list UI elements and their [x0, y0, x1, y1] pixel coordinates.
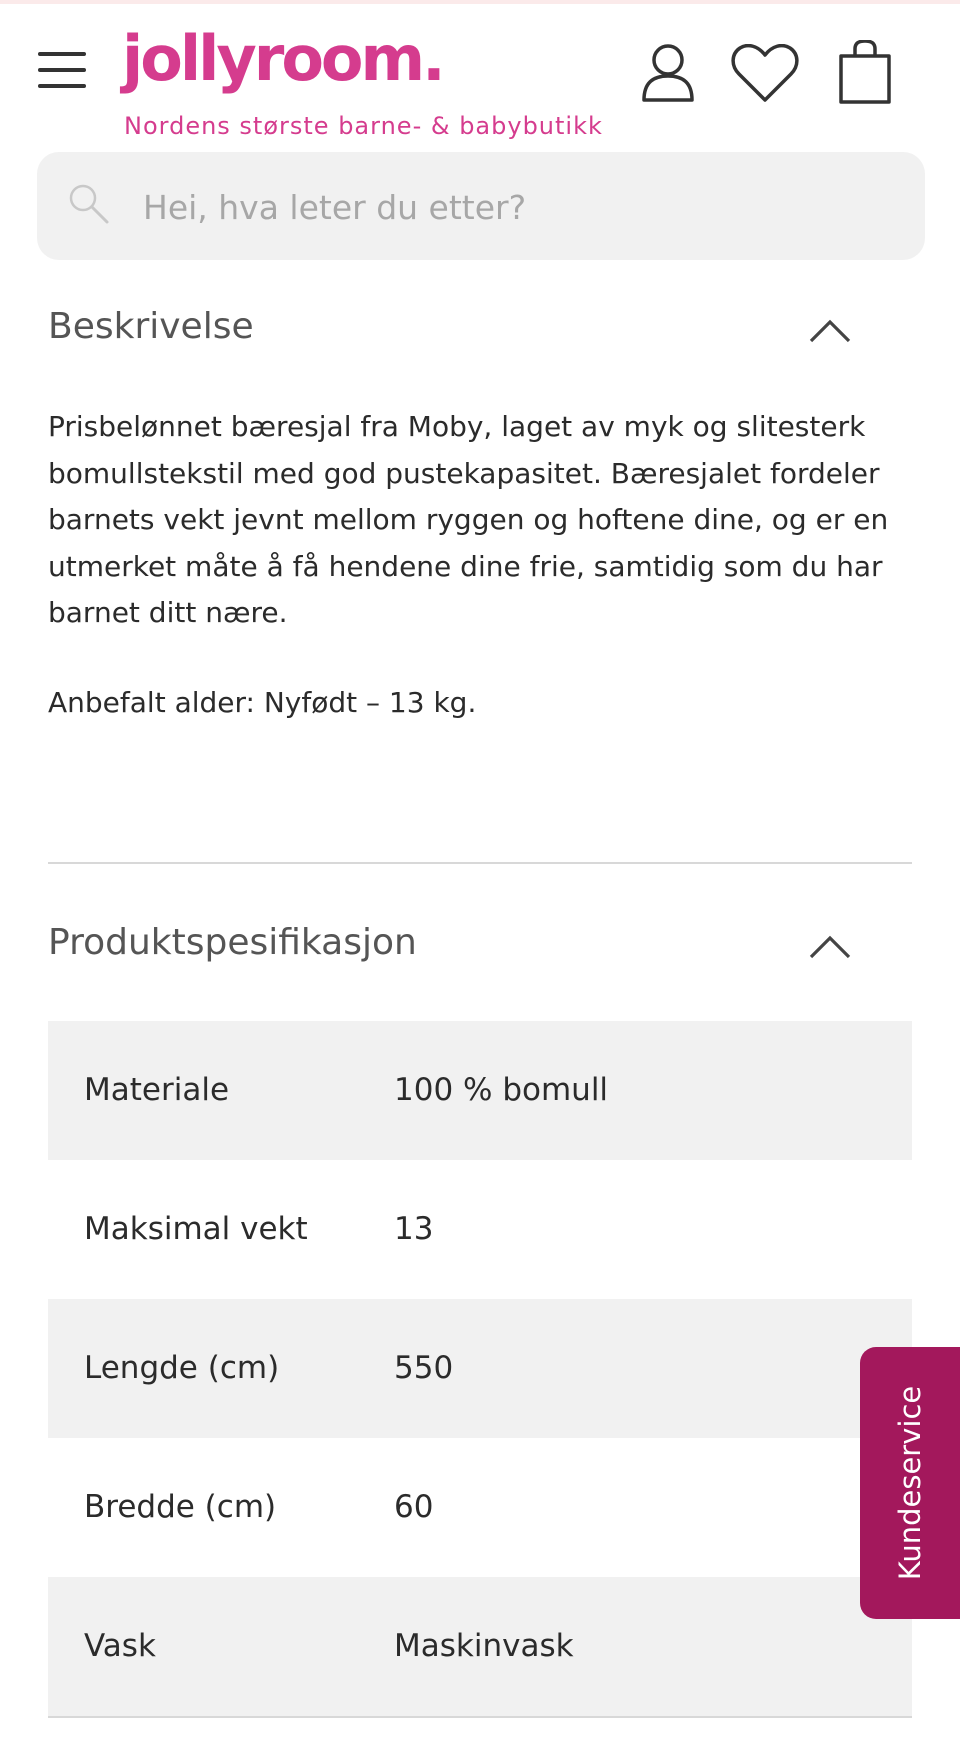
table-row — [48, 1021, 912, 1160]
brand-tagline: Nordens største barne- & babybutikk — [124, 112, 603, 140]
search-icon — [67, 182, 111, 230]
spec-label: Vask — [84, 1628, 156, 1664]
specifications-title[interactable]: Produktspesifikasjon — [48, 922, 417, 963]
spec-value: 550 — [394, 1350, 454, 1386]
search-bar[interactable] — [37, 152, 925, 260]
spec-value: Maskinvask — [394, 1628, 574, 1664]
chevron-up-icon[interactable] — [808, 934, 852, 960]
customer-service-tab[interactable] — [860, 1347, 960, 1619]
chevron-up-icon[interactable] — [808, 318, 852, 344]
description-text: Prisbelønnet bæresjal fra Moby, laget av myk og slitesterk bomullstekstil med god pustekapasitet. Bæresjalet fordeler barnets vekt jevnt mellom ryggen og hoftene dine, og er en utmerket måte å få hendene dine frie, samtidig som du har barnet ditt nære. — [48, 410, 889, 629]
spec-label: Bredde (cm) — [84, 1489, 277, 1525]
spec-label: Materiale — [84, 1072, 230, 1108]
section-divider — [48, 1716, 912, 1718]
site-header — [0, 4, 960, 144]
spec-value: 13 — [394, 1211, 434, 1247]
specifications-table — [48, 1021, 912, 1716]
description-title[interactable]: Beskrivelse — [48, 306, 254, 347]
search-input[interactable] — [141, 172, 885, 242]
spec-label: Lengde (cm) — [84, 1350, 280, 1386]
spec-label: Maksimal vekt — [84, 1211, 308, 1247]
hamburger-menu-icon[interactable] — [38, 52, 86, 88]
customer-service-label: Kundeservice — [893, 1385, 927, 1581]
table-row — [48, 1577, 912, 1716]
recommended-age: Anbefalt alder: Nyfødt – 13 kg. — [48, 686, 477, 719]
spec-value: 60 — [394, 1489, 434, 1525]
table-row — [48, 1438, 912, 1577]
user-icon[interactable] — [640, 42, 696, 102]
table-row — [48, 1160, 912, 1299]
heart-icon[interactable] — [731, 44, 799, 104]
spec-value: 100 % bomull — [394, 1072, 609, 1108]
section-divider — [48, 862, 912, 864]
table-row — [48, 1299, 912, 1438]
shopping-bag-icon[interactable] — [838, 40, 892, 104]
brand-logo[interactable]: jollyroom. — [122, 22, 443, 95]
